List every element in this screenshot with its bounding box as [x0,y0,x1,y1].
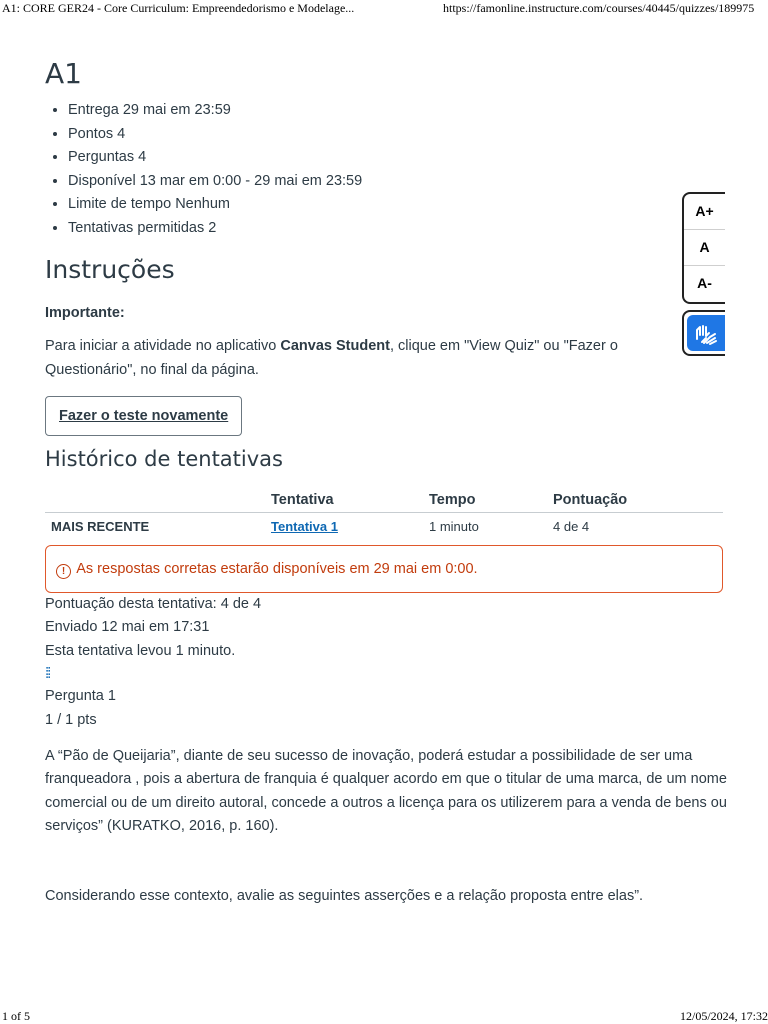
print-header [0,0,768,18]
font-decrease-button[interactable]: A- [697,275,712,291]
detail-time-limit: • Limite de tempo Nenhum [68,193,723,217]
quiz-details-list [45,99,723,241]
warning-circle-icon: ! [56,564,71,579]
print-page-number: 1 of 5 [2,1009,30,1023]
attempt-duration: Esta tentativa levou 1 minuto. [45,642,236,659]
detail-due: • Entrega 29 mai em 23:59 [68,99,723,123]
question-title: Pergunta 1 [45,688,116,705]
question-paragraph-context: A “Pão de Queijaria”, diante de seu sucesso de inovação, poderá estudar a possibilidade de ser uma franqueadora , pois a abertura de franquia é qualquer acordo em que o titular de uma marca, de um nome comercial ou de um direito autoral, concede a outros a licença para os utilizerem para a venda de bens ou serviços” (KURATKO, 2016, p. 160). [45,747,727,835]
column-header-time: Tempo [429,482,553,513]
detail-questions: • Perguntas 4 [68,146,723,170]
attempt-history-heading: Histórico de tentativas [45,446,283,471]
quiz-content [45,55,727,908]
print-footer [0,1008,768,1024]
table-row [45,512,723,541]
print-datetime: 12/05/2024, 17:32 [679,1009,768,1023]
print-header-url: https://famonline.instructure.com/courses/40445/quizzes/189975 [443,1,755,15]
alert-text: As respostas corretas estarão disponíveis em 29 mai em 0:00. [76,560,478,577]
column-header-attempt: Tentativa [271,482,429,513]
attempt-cell [271,512,429,541]
attempt-submitted: Enviado 12 mai em 17:31 [45,619,210,636]
detail-attempts-allowed: • Tentativas permitidas 2 [68,217,723,241]
drag-handle-icon[interactable]: ⁞⁞ [45,665,50,683]
print-header-title: A1: CORE GER24 - Core Curriculum: Empreendedorismo e Modelage... [2,1,355,15]
attempt-link[interactable]: Tentativa 1 [271,519,338,535]
column-header-blank [45,482,271,513]
font-size-panel [682,192,725,304]
instruction-text-end: , clique em "View Quiz" ou "Fazer o Questionário", no final da página. [45,337,618,378]
attempt-history-table [45,482,723,541]
row-label: MAIS RECENTE [51,519,150,535]
detail-available: • Disponível 13 mar em 0:00 - 29 mai em 23:59 [68,170,723,194]
sign-language-svg [687,315,725,351]
instruction-text [45,334,685,382]
attempt-score: Pontuação desta tentativa: 4 de 4 [45,595,262,612]
question-body [45,745,727,909]
score-cell: 4 de 4 [553,519,590,535]
attempt-summary [45,593,723,664]
instruction-app-name: Canvas Student [280,337,390,354]
font-increase-button[interactable]: A+ [684,194,725,230]
detail-points: • Pontos 4 [68,123,723,147]
retake-quiz-button[interactable]: Fazer o teste novamente [45,396,242,436]
table-header-row [45,482,723,513]
instruction-text-start: Para iniciar a atividade no aplicativo [45,337,281,354]
correct-answers-alert [45,545,723,593]
quiz-title: A1 [45,57,82,90]
sign-language-hands-icon [687,315,725,351]
important-label: Importante: [45,304,125,321]
time-cell: 1 minuto [429,519,479,535]
column-header-score: Pontuação [553,482,723,513]
question-paragraph-prompt: Considerando esse contexto, avalie as seguintes asserções e a relação proposta entre elas”. [45,887,644,904]
question-points: 1 / 1 pts [45,711,97,728]
instructions-heading: Instruções [45,254,175,284]
font-default-button[interactable]: A [684,230,725,266]
sign-language-button[interactable] [682,310,725,356]
